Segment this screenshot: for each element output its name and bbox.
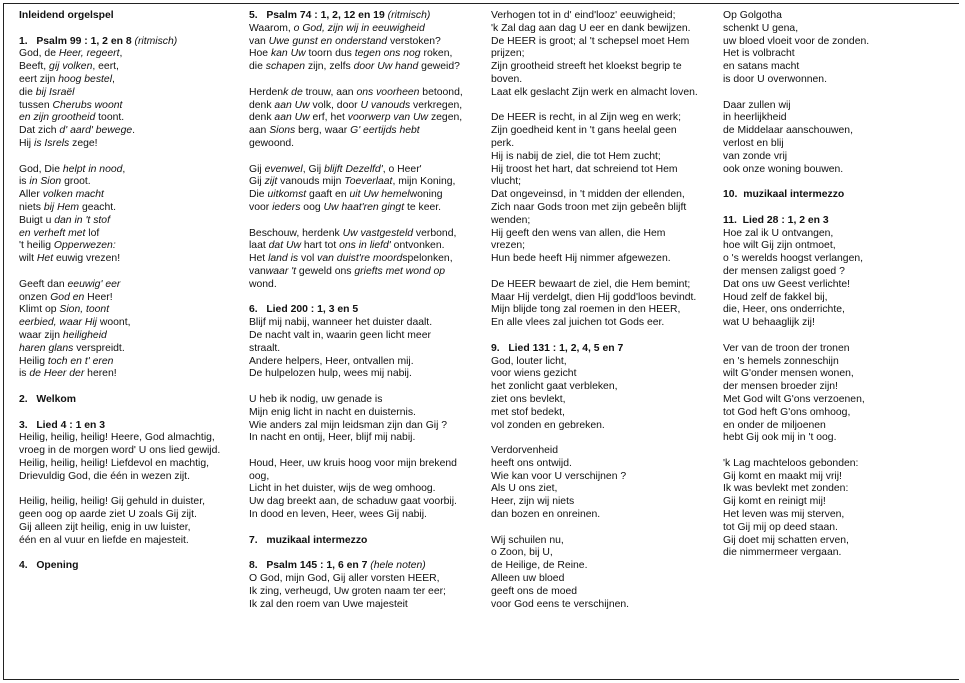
lyric-line: Buigt u dan in 't stof bbox=[19, 214, 110, 226]
lyric-line: Met God wilt G'ons verzoenen, bbox=[723, 393, 865, 405]
blank-line bbox=[249, 74, 485, 87]
lyric-line: Heilig, heilig, heilig! Gij gehuld in duister, bbox=[19, 496, 205, 508]
lyric-line: De hulpelozen hulp, wees mij nabij. bbox=[249, 368, 412, 380]
blank-line bbox=[491, 522, 719, 535]
lyric-line: Gij alleen zijt heilig, enig in uw luister, bbox=[19, 521, 191, 533]
lyric-line: is in Sion groot. bbox=[19, 176, 91, 188]
lyric-line: hoe wilt Gij zijn ontmoet, bbox=[723, 240, 836, 252]
lyric-line: De HEER is groot; al 't schepsel moet Hem bbox=[491, 35, 690, 47]
lyric-line: voor ieders oog Uw haat'ren gingt te keer. bbox=[249, 201, 442, 213]
lyric-line: Gij komt en reinigt mij! bbox=[723, 496, 826, 508]
lyric-line: denk aan Uw erf, het voorwerp van Uw zegen, bbox=[249, 112, 463, 124]
section-heading bbox=[723, 215, 961, 228]
section-heading-text: 8. Psalm 145 : 1, 6 en 7 bbox=[249, 560, 371, 572]
lyric-line: en onder de miljoenen bbox=[723, 419, 826, 431]
lyric-line: geen oog op aarde ziet U zoals Gij zijt. bbox=[19, 509, 197, 521]
lyric-line: schenkt U gena, bbox=[723, 22, 799, 34]
lyric-line: Ver van de troon der tronen bbox=[723, 342, 850, 354]
lyric-line: denk aan Uw volk, door U vanouds verkregen, bbox=[249, 99, 463, 111]
lyric-line: de Middelaar aanschouwen, bbox=[723, 125, 853, 137]
lyric-line: God, Die helpt in nood, bbox=[19, 163, 126, 175]
lyric-line: 'k Zal dag aan dag U eer en dank bewijzen. bbox=[491, 22, 691, 34]
lyric-line: perk. bbox=[491, 137, 515, 149]
lyric-line: vlucht; bbox=[491, 176, 522, 188]
blank-line bbox=[723, 176, 961, 189]
lyric-line: Dat zich d' aard' bewege. bbox=[19, 125, 136, 137]
lyric-line: U heb ik nodig, uw genade is bbox=[249, 393, 383, 405]
blank-line bbox=[249, 547, 485, 560]
section-heading-text: 7. muzikaal intermezzo bbox=[249, 534, 368, 546]
lyric-line: wat U behaaglijk zij! bbox=[723, 317, 815, 329]
lyric-line: vol zonden en gebreken. bbox=[491, 419, 605, 431]
lyric-line: uw bloed vloeit voor de zonden. bbox=[723, 35, 870, 47]
blank-line bbox=[249, 381, 485, 394]
lyric-line: Heilig, heilig, heilig! Heere, God almachtig, bbox=[19, 432, 215, 444]
lyric-line: Verhogen tot in d' eind'looz' eeuwigheid; bbox=[491, 10, 676, 21]
section-heading-note: (ritmisch) bbox=[387, 10, 431, 21]
lyric-line: eert zijn hoog bestel, bbox=[19, 73, 115, 85]
section-heading-text: 9. Lied 131 : 1, 2, 4, 5 en 7 bbox=[491, 342, 624, 354]
blank-line bbox=[249, 151, 485, 164]
blank-line bbox=[19, 266, 244, 279]
lyric-line: Maar Hij verdelgt, dien Hij godd'loos bevindt. bbox=[491, 291, 697, 303]
lyric-line: van Uwe gunst en onderstand verstoken? bbox=[249, 35, 441, 47]
lyric-line: de Heilige, de Reine. bbox=[491, 560, 588, 572]
lyric-line: haren glans verspreidt. bbox=[19, 342, 125, 354]
section-heading bbox=[491, 343, 719, 356]
lyric-line: wilt Het euwig vrezen! bbox=[19, 253, 121, 265]
column-4 bbox=[723, 10, 961, 560]
lyric-line: vroeg in de morgen word' U ons lied gewijd. bbox=[19, 445, 221, 457]
lyric-line: De HEER bewaart de ziel, die Hem bemint; bbox=[491, 278, 691, 290]
lyric-line: Hij troost het hart, dat schreiend tot Hem bbox=[491, 163, 678, 175]
lyric-line: Geeft dan eeuwig' eer bbox=[19, 278, 121, 290]
lyric-line: onzen God en Heer! bbox=[19, 291, 113, 303]
lyric-line: Licht in het duister, wijs de weg omhoog. bbox=[249, 483, 436, 495]
lyric-line: De nacht valt in, waarin geen licht meer bbox=[249, 329, 431, 341]
lyric-line: hebt Gij ook mij in 't oog. bbox=[723, 432, 837, 444]
lyric-line: Uw dag breekt aan, de schaduw gaat voorbij. bbox=[249, 496, 457, 508]
blank-line bbox=[19, 407, 244, 420]
lyric-line: Waarom, o God, zijn wij in eeuwigheid bbox=[249, 22, 425, 34]
lyric-line: Houd, Heer, uw kruis hoog voor mijn brekend bbox=[249, 457, 457, 469]
lyric-line: is door U overwonnen. bbox=[723, 73, 827, 85]
lyric-line: In dood en leven, Heer, wees Gij nabij. bbox=[249, 509, 427, 521]
lyric-line: Houd zelf de fakkel bij, bbox=[723, 291, 828, 303]
lyric-line: Heer, zijn wij niets bbox=[491, 496, 575, 508]
lyric-line: tot God heft G'ons omhoog, bbox=[723, 406, 851, 418]
lyric-line: Het is volbracht bbox=[723, 48, 795, 60]
column-1 bbox=[19, 10, 244, 573]
lyric-line: het zonlicht gaat verbleken, bbox=[491, 381, 618, 393]
section-heading-text: 11. Lied 28 : 1, 2 en 3 bbox=[723, 214, 829, 226]
lyric-line: God, louter licht, bbox=[491, 355, 567, 367]
lyric-line: oog, bbox=[249, 470, 270, 482]
lyric-line: Zich naar Gods troon met zijn gebeên blijft bbox=[491, 201, 687, 213]
section-heading-text: 2. Welkom bbox=[19, 393, 76, 405]
blank-line bbox=[491, 432, 719, 445]
blank-line bbox=[723, 445, 961, 458]
section-heading-text: 6. Lied 200 : 1, 3 en 5 bbox=[249, 304, 359, 316]
lyric-line: straalt. bbox=[249, 342, 281, 354]
lyric-line: Gij komt en maakt mij vrij! bbox=[723, 470, 842, 482]
lyric-line: Op Golgotha bbox=[723, 10, 782, 21]
lyric-line: ook onze woning bouwen. bbox=[723, 163, 844, 175]
lyric-line: en 's hemels zonneschijn bbox=[723, 355, 839, 367]
blank-line bbox=[723, 330, 961, 343]
lyric-line: Ik was bevlekt met zonden: bbox=[723, 483, 849, 495]
lyric-line: Andere helpers, Heer, ontvallen mij. bbox=[249, 355, 414, 367]
lyric-line: verlost en blij bbox=[723, 137, 784, 149]
lyric-line: en satans macht bbox=[723, 61, 800, 73]
section-heading-text: 4. Opening bbox=[19, 560, 79, 572]
blank-line bbox=[19, 483, 244, 496]
lyric-line: Gij zijt vanouds mijn Toeverlaat, mijn Koning, bbox=[249, 176, 456, 188]
lyric-line: Hun bede heeft Hij nimmer afgewezen. bbox=[491, 253, 671, 265]
lyric-line: Het leven was mij sterven, bbox=[723, 509, 845, 521]
lyric-line: 't heilig Opperwezen: bbox=[19, 240, 116, 252]
lyric-line: Wie kan voor U verschijnen ? bbox=[491, 470, 627, 482]
lyric-line: die, Heer, ons onderrichte, bbox=[723, 304, 845, 316]
section-heading-text: 5. Psalm 74 : 1, 2, 12 en 19 bbox=[249, 10, 388, 21]
blank-line bbox=[491, 330, 719, 343]
lyric-line: Het land is vol van duist're moordspelonken, bbox=[249, 253, 453, 265]
blank-line bbox=[249, 445, 485, 458]
lyric-line: gewoond. bbox=[249, 137, 295, 149]
lyric-line: Zijn goedheid kent in 't gans heelal geen bbox=[491, 125, 677, 137]
lyric-line: die nimmermeer vergaan. bbox=[723, 547, 842, 559]
lyric-line: In nacht en ontij, Heer, blijf mij nabij. bbox=[249, 432, 416, 444]
lyric-line: aan Sions berg, waar G' eertijds hebt bbox=[249, 125, 420, 137]
lyric-line: laat dat Uw hart tot ons in liefd' ontvonken. bbox=[249, 240, 445, 252]
lyric-line: vanwaar 't geweld ons griefts met wond op bbox=[249, 265, 446, 277]
lyric-line: tussen Cherubs woont bbox=[19, 99, 123, 111]
lyric-line: der mensen zaligst goed ? bbox=[723, 265, 845, 277]
lyric-line: en verheft met lof bbox=[19, 227, 100, 239]
lyric-line: geeft ons de moed bbox=[491, 585, 578, 597]
lyric-line: Dat ons uw Geest verlichte! bbox=[723, 278, 851, 290]
blank-line bbox=[249, 292, 485, 305]
lyric-line: dan bozen en onreinen. bbox=[491, 509, 601, 521]
lyric-line: Gij doet mij schatten erven, bbox=[723, 534, 849, 546]
lyric-line: Blijf mij nabij, wanneer het duister daalt. bbox=[249, 317, 433, 329]
lyric-line: die bij Israël bbox=[19, 86, 75, 98]
lyric-line: Hij is Isrels zege! bbox=[19, 137, 98, 149]
lyric-line: van zonde vrij bbox=[723, 150, 788, 162]
lyric-line: Dat ongeveinsd, in 't midden der ellenden, bbox=[491, 189, 685, 201]
lyric-line: o 's werelds hoogst verlangen, bbox=[723, 253, 864, 265]
blank-line bbox=[19, 151, 244, 164]
lyric-line: Laat elk geslacht Zijn werk en almacht loven. bbox=[491, 86, 698, 98]
lyric-line: vrezen; bbox=[491, 240, 526, 252]
section-heading bbox=[19, 560, 244, 573]
lyric-line: Hoe zal ik U ontvangen, bbox=[723, 227, 834, 239]
lyric-line: die schapen zijn, zelfs door Uw hand geweid? bbox=[249, 61, 460, 73]
lyric-line: één en al vuur en liefde en majesteit. bbox=[19, 534, 189, 546]
lyric-line: Wie anders zal mijn leidsman zijn dan Gij ? bbox=[249, 419, 448, 431]
section-heading bbox=[19, 420, 244, 433]
blank-line bbox=[249, 522, 485, 535]
blank-line bbox=[19, 381, 244, 394]
blank-line bbox=[723, 87, 961, 100]
section-heading-text: 3. Lied 4 : 1 en 3 bbox=[19, 419, 106, 431]
section-heading bbox=[249, 560, 485, 573]
section-heading-text: 1. Psalm 99 : 1, 2 en 8 bbox=[19, 35, 135, 47]
lyric-line: Daar zullen wij bbox=[723, 99, 791, 111]
lyric-line: niets bij Hem geacht. bbox=[19, 201, 117, 213]
lyric-line: boven. bbox=[491, 73, 523, 85]
lyric-line: Aller volken macht bbox=[19, 189, 104, 201]
blank-line bbox=[723, 202, 961, 215]
lyric-line: Hoe kan Uw toorn dus tegen ons nog roken, bbox=[249, 48, 453, 60]
lyric-line: wenden; bbox=[491, 214, 531, 226]
blank-line bbox=[491, 100, 719, 113]
lyric-line: Ik zal den roem van Uwe majesteit bbox=[249, 598, 408, 610]
lyric-line: tot Gij mij op deed staan. bbox=[723, 521, 838, 533]
lyric-line: waar zijn heiligheid bbox=[19, 329, 107, 341]
blank-line bbox=[249, 215, 485, 228]
lyric-line: Die uitkomst gaaft en uit Uw hemelwoning bbox=[249, 189, 443, 201]
lyric-line: voor wiens gezicht bbox=[491, 368, 577, 380]
section-heading-text: 10. muzikaal intermezzo bbox=[723, 189, 845, 201]
lyric-line: 'k Lag machteloos gebonden: bbox=[723, 457, 859, 469]
lyric-line: Hij geeft den wens van allen, die Hem bbox=[491, 227, 666, 239]
lyric-line: Herdenk de trouw, aan ons voorheen betoond, bbox=[249, 86, 463, 98]
lyric-line: wond. bbox=[249, 278, 277, 290]
lyric-line: Beschouw, herdenk Uw vastgesteld verbond, bbox=[249, 227, 457, 239]
lyric-line: Klimt op Sion, toont bbox=[19, 304, 110, 316]
lyric-line: voor God eens te verschijnen. bbox=[491, 598, 630, 610]
section-heading bbox=[19, 10, 244, 23]
lyric-line: Alleen uw bloed bbox=[491, 573, 565, 585]
lyric-line: prijzen; bbox=[491, 48, 525, 60]
lyric-line: De HEER is recht, in al Zijn weg en werk; bbox=[491, 112, 681, 124]
lyric-line: Verdorvenheid bbox=[491, 445, 559, 457]
section-heading bbox=[249, 10, 485, 23]
blank-line bbox=[491, 266, 719, 279]
lyric-line: in heerlijkheid bbox=[723, 112, 787, 124]
lyric-line: O God, mijn God, Gij aller vorsten HEER, bbox=[249, 573, 440, 585]
lyric-line: Drievuldig God, die één in wezen zijt. bbox=[19, 470, 190, 482]
lyric-line: Zijn grootheid streeft het kloekst begrip te bbox=[491, 61, 682, 73]
lyric-line: ziet ons bevlekt, bbox=[491, 393, 566, 405]
lyric-line: Wij schuilen nu, bbox=[491, 534, 564, 546]
lyric-line: En alle vlees zal juichen tot Gods eer. bbox=[491, 317, 665, 329]
lyric-line: met stof bedekt, bbox=[491, 406, 565, 418]
lyric-line: Ik zing, verheugd, Uw groten naam ter eer; bbox=[249, 585, 446, 597]
lyric-line: God, de Heer, regeert, bbox=[19, 48, 123, 60]
section-heading-note: (hele noten) bbox=[370, 560, 426, 572]
lyric-line: eerbied, waar Hij woont, bbox=[19, 317, 131, 329]
lyric-line: is de Heer der heren! bbox=[19, 368, 117, 380]
section-heading bbox=[19, 36, 244, 49]
section-heading bbox=[249, 304, 485, 317]
lyric-line: Hij is nabij de ziel, die tot Hem zucht; bbox=[491, 150, 661, 162]
lyric-line: heeft ons ontwijd. bbox=[491, 457, 572, 469]
lyric-line: Als U ons ziet, bbox=[491, 483, 558, 495]
lyric-line: en zijn grootheid toont. bbox=[19, 112, 125, 124]
column-2 bbox=[249, 10, 485, 611]
lyric-line: Mijn blijde tong zal roemen in den HEER, bbox=[491, 304, 681, 316]
lyric-line: wilt G'onder mensen wonen, bbox=[723, 368, 854, 380]
lyric-line: Heilig, heilig, heilig! Liefdevol en machtig, bbox=[19, 457, 210, 469]
blank-line bbox=[19, 547, 244, 560]
lyric-line: Gij evenwel, Gij blijft Dezelfd', o Heer' bbox=[249, 163, 422, 175]
section-heading bbox=[249, 535, 485, 548]
lyric-line: Mijn enig licht in nacht en duisternis. bbox=[249, 406, 416, 418]
section-heading-note: (ritmisch) bbox=[134, 35, 178, 47]
section-heading bbox=[19, 394, 244, 407]
lyric-line: Heilig toch en t' eren bbox=[19, 355, 114, 367]
lyric-line: o Zoon, bij U, bbox=[491, 547, 553, 559]
column-3 bbox=[491, 10, 719, 611]
lyric-line: der mensen broeder zijn! bbox=[723, 381, 838, 393]
blank-line bbox=[19, 23, 244, 36]
section-heading-text: Inleidend orgelspel bbox=[19, 10, 114, 21]
lyric-line: Beeft, gij volken, eert, bbox=[19, 61, 119, 73]
section-heading bbox=[723, 189, 961, 202]
